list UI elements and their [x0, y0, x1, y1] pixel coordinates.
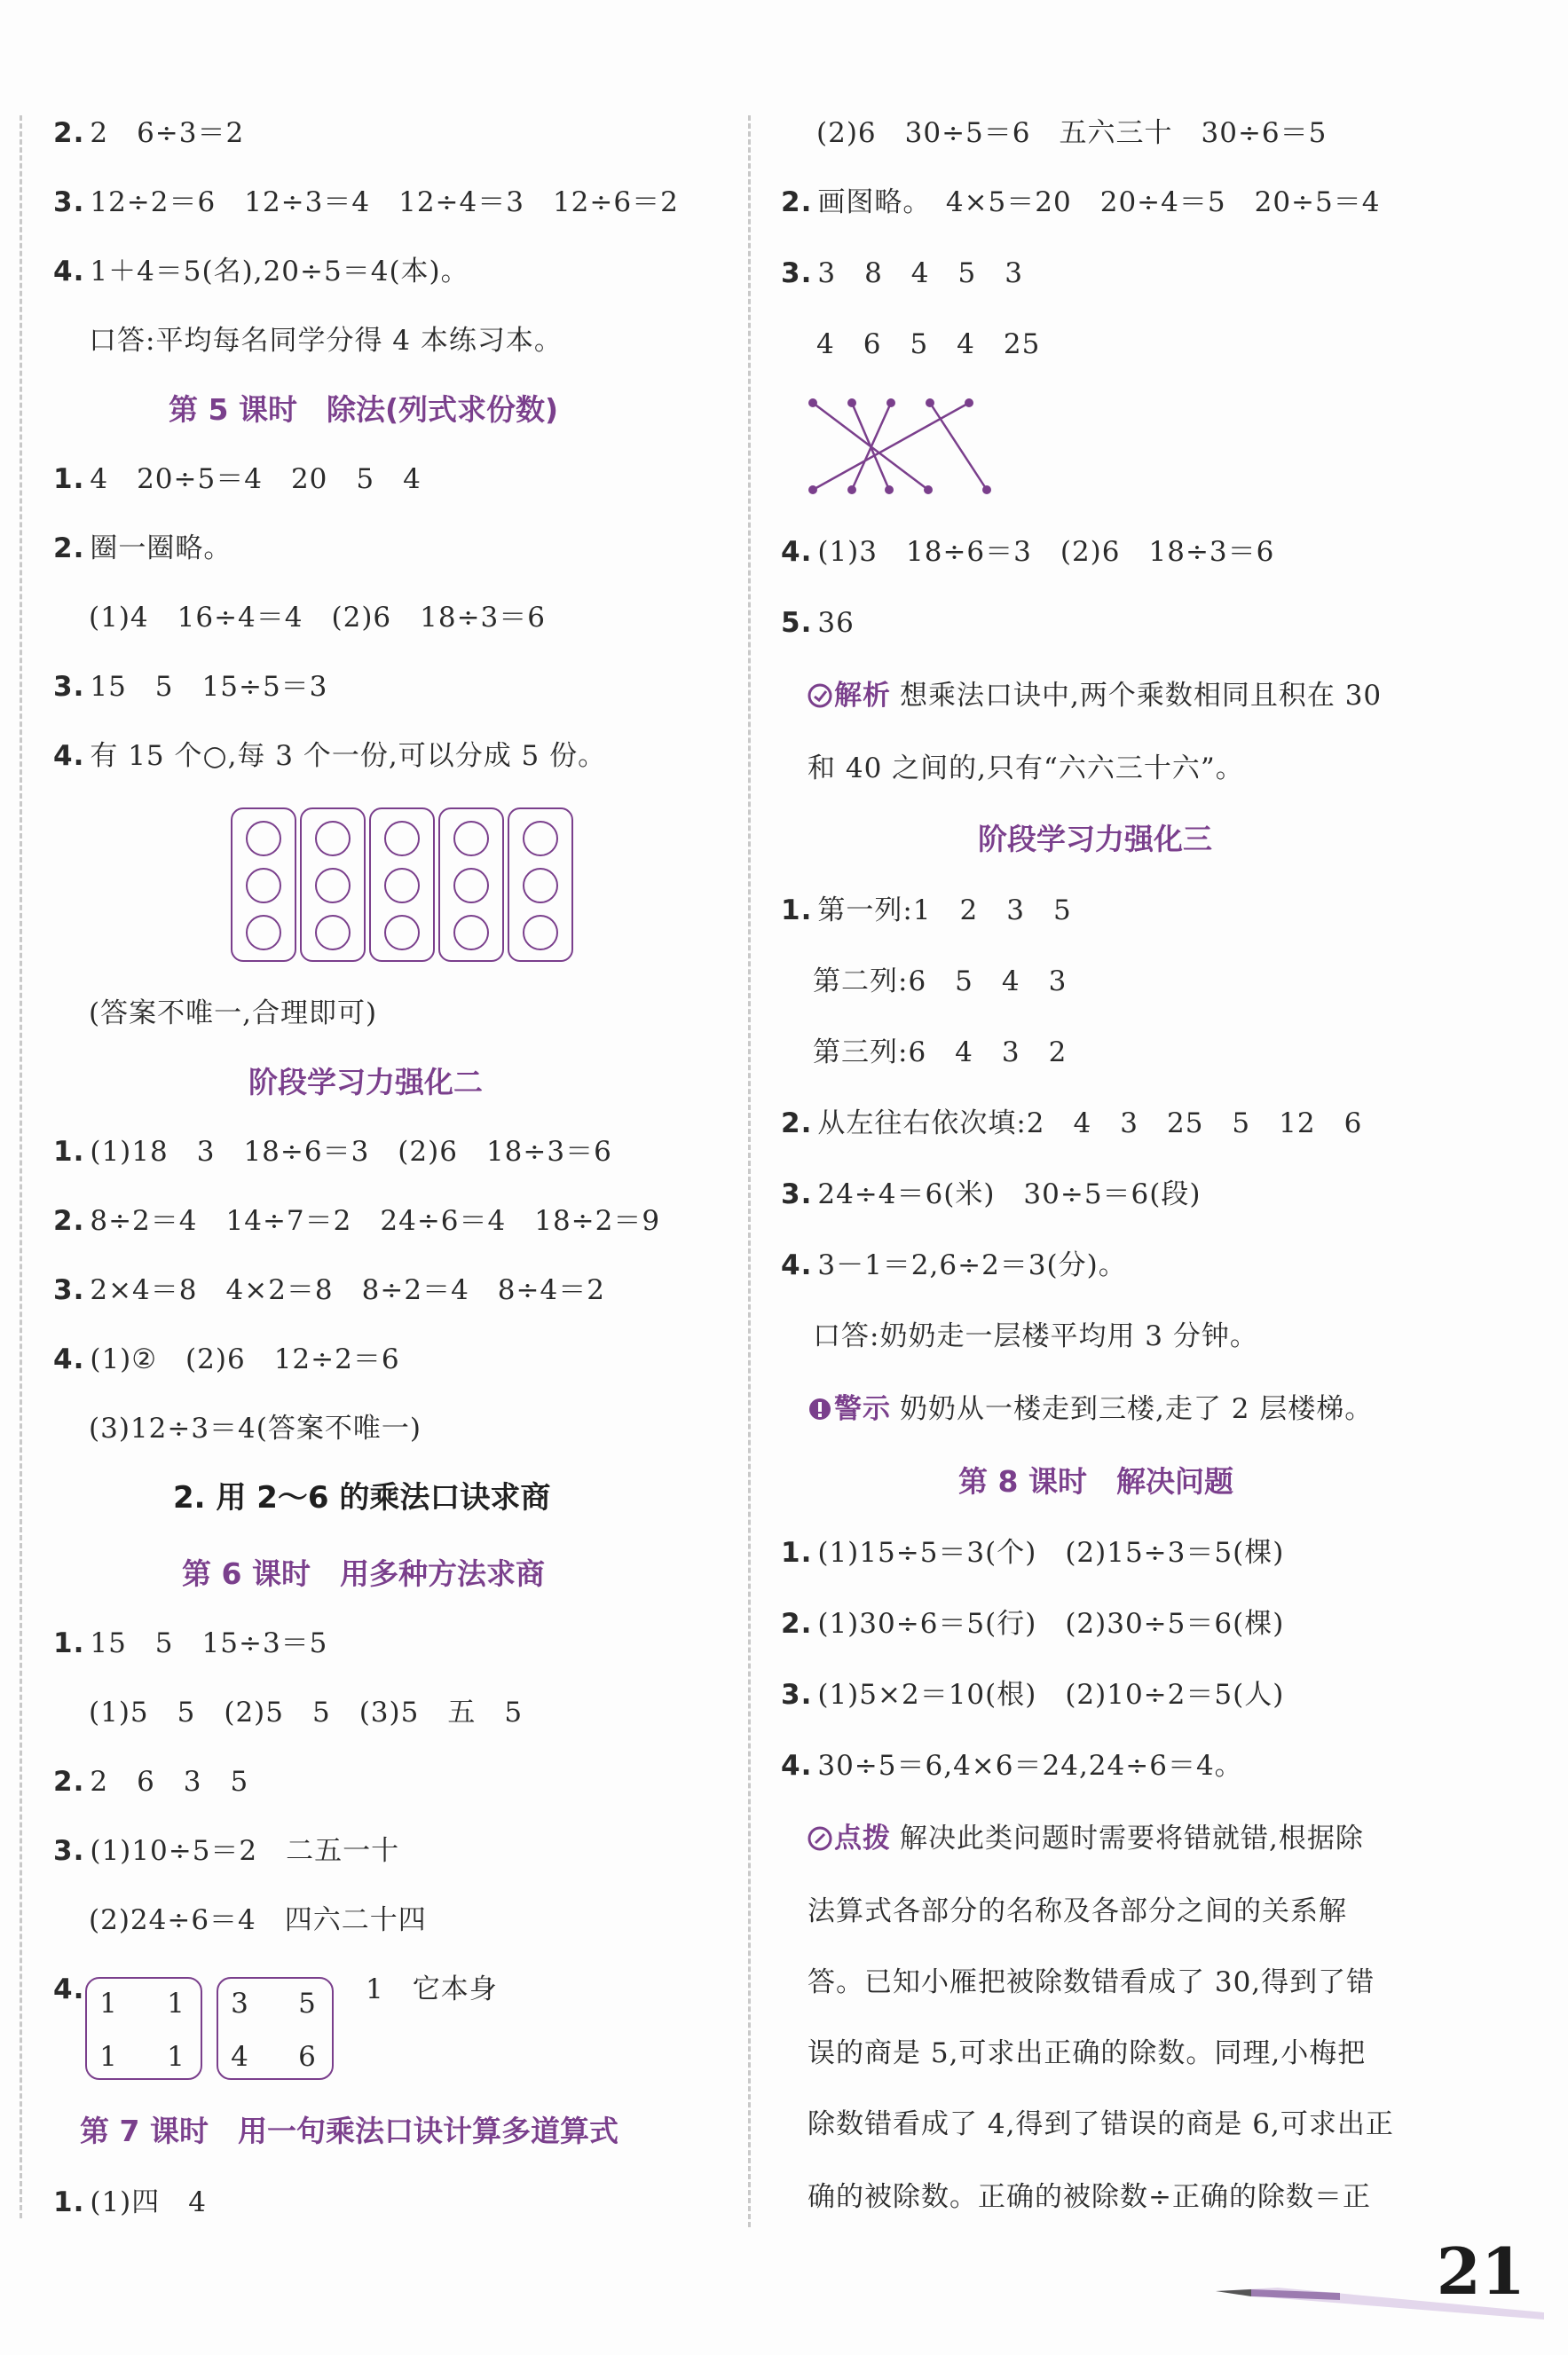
analysis-note: 解析 想乘法口诀中,两个乘数相同且积在 30 [808, 678, 1382, 713]
number-grid-a: 1 1 1 1 [85, 1977, 202, 2080]
answer-line: 1 它本身 [366, 1973, 498, 2005]
section-heading: 第 7 课时 用一句乘法口诀计算多道算式 [80, 2114, 619, 2148]
matching-lines-figure [808, 390, 994, 497]
circle-group [438, 807, 504, 962]
answer-line: 3. 2×4＝8 4×2＝8 8÷2＝4 8÷4＝2 [53, 1274, 605, 1306]
answer-line: 2. 2 6÷3＝2 [53, 117, 245, 149]
answer-line: 3. 15 5 15÷5＝3 [53, 671, 328, 703]
tip-icon [808, 1826, 832, 1851]
answer-line: 1. (1)15÷5＝3(个) (2)15÷3＝5(棵) [781, 1537, 1285, 1569]
tip-note: 确的被除数。正确的被除数÷正确的除数＝正 [808, 2181, 1371, 2213]
analysis-icon [808, 683, 832, 708]
answer-line: (1)4 16÷4＝4 (2)6 18÷3＝6 [89, 602, 547, 634]
answer-line: 口答:平均每名同学分得 4 本练习本。 [89, 325, 563, 357]
column-divider [748, 115, 751, 2227]
number-grid-b: 3 5 4 6 [217, 1977, 334, 2080]
answer-line: (3)12÷3＝4(答案不唯一) [89, 1413, 422, 1445]
answer-line: 1. 第一列:1 2 3 5 [781, 894, 1072, 926]
analysis-note: 和 40 之间的,只有“六六三十六”。 [808, 752, 1244, 784]
tip-note: 点拨 解决此类问题时需要将错就错,根据除 [808, 1821, 1364, 1856]
answer-line: 4 6 5 4 25 [816, 328, 1041, 360]
circle-group [369, 807, 435, 962]
tip-note: 误的商是 5,可求出正确的除数。同理,小梅把 [808, 2037, 1367, 2069]
answer-line: 第二列:6 5 4 3 [813, 965, 1068, 997]
answer-line: 2. 2 6 3 5 [53, 1766, 249, 1798]
answer-line: 3. 12÷2＝6 12÷3＝4 12÷4＝3 12÷6＝2 [53, 186, 679, 218]
section-heading: 阶段学习力强化二 [248, 1065, 483, 1099]
page-number: 21 [1436, 2233, 1525, 2309]
unit-heading: 2. 用 2～6 的乘法口诀求商 [173, 1480, 551, 1516]
answer-line: 1. (1)18 3 18÷6＝3 (2)6 18÷3＝6 [53, 1136, 612, 1168]
answer-line: (答案不唯一,合理即可) [89, 997, 378, 1029]
section-heading: 阶段学习力强化三 [978, 822, 1212, 856]
answer-line: 4. (1)3 18÷6＝3 (2)6 18÷3＝6 [781, 536, 1275, 568]
answer-line: 3. 3 8 4 5 3 [781, 257, 1023, 289]
answer-line: 2. 圈一圈略。 [53, 532, 232, 564]
answer-line: 4. [53, 1973, 85, 2005]
answer-line: 4. 30÷5＝6,4×6＝24,24÷6＝4。 [781, 1750, 1243, 1782]
circle-group [508, 807, 573, 962]
circle-group [300, 807, 366, 962]
section-heading: 第 5 课时 除法(列式求份数) [169, 392, 559, 427]
answer-line: 1. 15 5 15÷3＝5 [53, 1627, 328, 1659]
answer-line: 2. 画图略。 4×5＝20 20÷4＝5 20÷5＝4 [781, 186, 1381, 218]
answer-line: 4. (1)② (2)6 12÷2＝6 [53, 1343, 400, 1375]
answer-line: 4. 3－1＝2,6÷2＝3(分)。 [781, 1249, 1127, 1281]
tip-note: 除数错看成了 4,得到了错误的商是 6,可求出正 [808, 2108, 1394, 2140]
warning-icon [808, 1397, 832, 1422]
answer-line: 3. (1)10÷5＝2 二五一十 [53, 1835, 400, 1867]
section-heading: 第 6 课时 用多种方法求商 [182, 1556, 545, 1591]
warning-note: 警示 奶奶从一楼走到三楼,走了 2 层楼梯。 [808, 1391, 1373, 1427]
answer-line: 4. 1＋4＝5(名),20÷5＝4(本)。 [53, 256, 469, 287]
tip-note: 答。已知小雁把被除数错看成了 30,得到了错 [808, 1966, 1375, 1998]
answer-line: 第三列:6 4 3 2 [813, 1036, 1068, 1068]
answer-line: 3. (1)5×2＝10(根) (2)10÷2＝5(人) [781, 1679, 1285, 1711]
answer-line: 4. 有 15 个○,每 3 个一份,可以分成 5 份。 [53, 740, 607, 772]
answer-line: 2. 8÷2＝4 14÷7＝2 24÷6＝4 18÷2＝9 [53, 1205, 661, 1237]
section-heading: 第 8 课时 解决问题 [958, 1464, 1233, 1499]
answer-line: 3. 24÷4＝6(米) 30÷5＝6(段) [781, 1178, 1202, 1210]
answer-line: 口答:奶奶走一层楼平均用 3 分钟。 [813, 1320, 1258, 1352]
answer-line: (1)5 5 (2)5 5 (3)5 五 5 [89, 1697, 524, 1729]
answer-line: 2. 从左往右依次填:2 4 3 25 5 12 6 [781, 1107, 1363, 1139]
circle-group [231, 807, 296, 962]
answer-line: (2)6 30÷5＝6 五六三十 30÷6＝5 [816, 117, 1328, 149]
tip-note: 法算式各部分的名称及各部分之间的关系解 [808, 1895, 1347, 1927]
answer-line: (2)24÷6＝4 四六二十四 [89, 1904, 427, 1936]
answer-line: 5. 36 [781, 607, 855, 639]
answer-line: 1. 4 20÷5＝4 20 5 4 [53, 463, 422, 495]
left-margin-rule [20, 115, 22, 2218]
answer-line: 2. (1)30÷6＝5(行) (2)30÷5＝6(棵) [781, 1608, 1285, 1640]
answer-line: 1. (1)四 4 [53, 2186, 207, 2218]
